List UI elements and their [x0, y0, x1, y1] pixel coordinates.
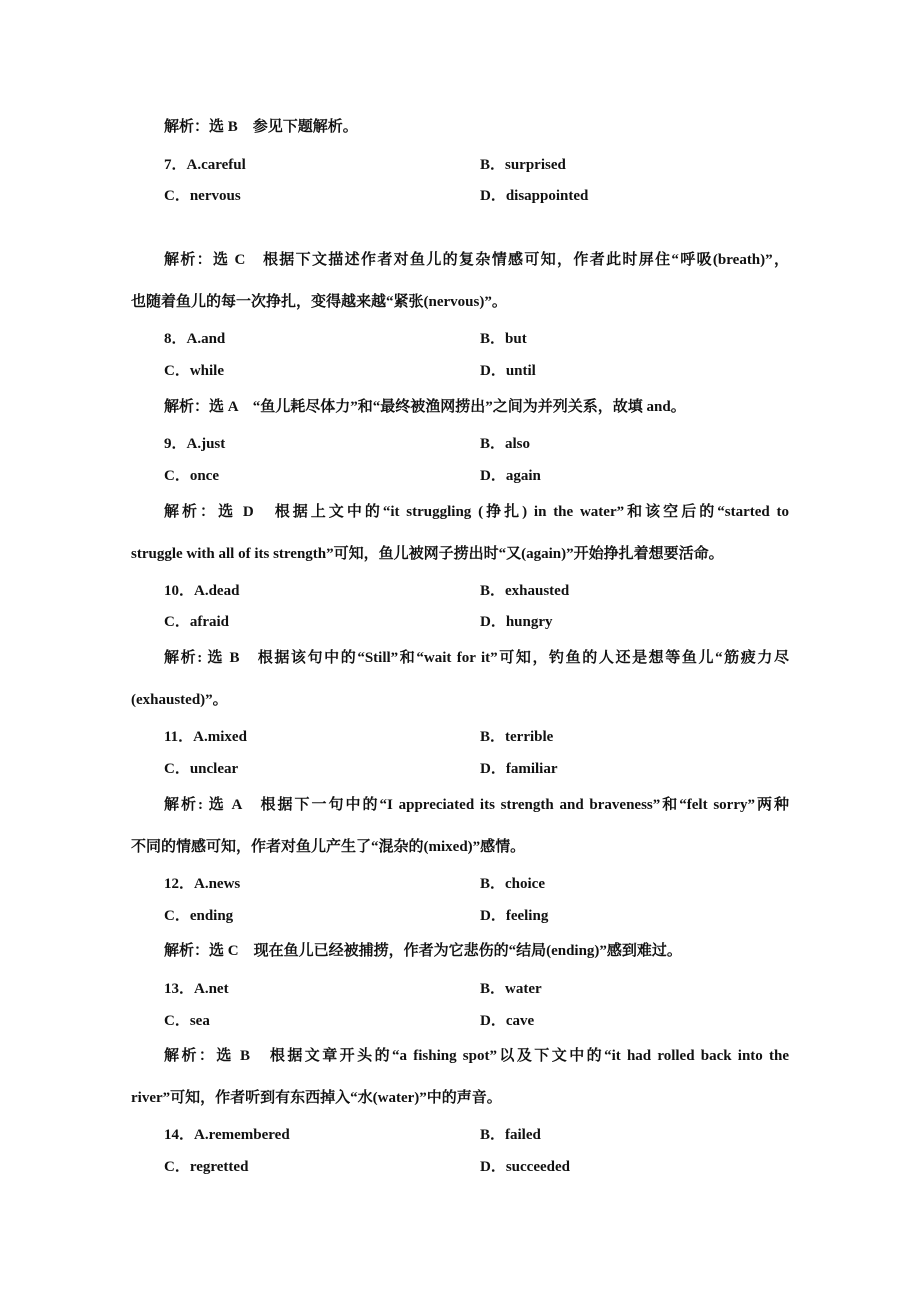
q14-option-c: C．regretted [164, 1159, 249, 1175]
explanation-11-line-1: 解析: 选 A 根据下一句中的“I appreciated its strength and braveness”和“felt sorry”两种 [164, 797, 789, 813]
explanation-11-line-2: 不同的情感可知，作者对鱼儿产生了“混杂的(mixed)”感情。 [131, 839, 526, 855]
explanation-12-line-1: 解析：选 C 现在鱼儿已经被捕捞，作者为它悲伤的“结局(ending)”感到难过。 [164, 943, 682, 959]
q9-option-a: 9．A.just [164, 436, 226, 452]
explanation-9-line-1: 解析：选 D 根据上文中的“it struggling (挣扎) in the water”和该空后的“started to [164, 504, 789, 520]
q9-option-d: D．again [480, 468, 541, 484]
explanation-13-line-1: 解析：选 B 根据文章开头的“a fishing spot”以及下文中的“it had rolled back into the [164, 1048, 789, 1064]
q9-option-c: C．once [164, 468, 219, 484]
q13-option-a: 13．A.net [164, 981, 229, 997]
explanation-8-line-1: 解析：选 A “鱼儿耗尽体力”和“最终被渔网捞出”之间为并列关系，故填 and。 [164, 399, 686, 415]
q14-option-a: 14．A.remembered [164, 1127, 290, 1143]
q11-option-c: C．unclear [164, 761, 239, 777]
q8-option-d: D．until [480, 363, 536, 379]
q14-option-d: D．succeeded [480, 1159, 570, 1175]
q13-option-d: D．cave [480, 1013, 535, 1029]
explanation-7-line-2: 也随着鱼儿的每一次挣扎，变得越来越“紧张(nervous)”。 [131, 294, 507, 310]
q10-option-d: D．hungry [480, 614, 553, 630]
q9-option-b: B．also [480, 436, 531, 452]
q7-option-b: B．surprised [480, 157, 566, 173]
q12-option-a: 12．A.news [164, 876, 241, 892]
explanation-13-line-2: river”可知，作者听到有东西掉入“水(water)”中的声音。 [131, 1090, 502, 1106]
q11-option-b: B．terrible [480, 729, 554, 745]
q8-option-c: C．while [164, 363, 225, 379]
explanation-7-line-1: 解析：选 C 根据下文描述作者对鱼儿的复杂情感可知，作者此时屏住“呼吸(breath)”， [164, 252, 789, 268]
q11-option-d: D．familiar [480, 761, 558, 777]
explanation-10-line-1: 解析: 选 B 根据该句中的“Still”和“wait for it”可知，钓鱼的人还是想等鱼儿“筋疲力尽 [164, 650, 789, 666]
explanation-6-line-1: 解析：选 B 参见下题解析。 [164, 119, 358, 135]
q7-option-c: C．nervous [164, 188, 241, 204]
q13-option-b: B．water [480, 981, 542, 997]
q13-option-c: C．sea [164, 1013, 210, 1029]
q10-option-b: B．exhausted [480, 583, 570, 599]
explanation-9-line-2: struggle with all of its strength”可知，鱼儿被网子捞出时“又(again)”开始挣扎着想要活命。 [131, 546, 724, 562]
explanation-10-line-2: (exhausted)”。 [131, 692, 228, 708]
q8-option-b: B．but [480, 331, 527, 347]
q10-option-c: C．afraid [164, 614, 229, 630]
q7-option-d: D．disappointed [480, 188, 589, 204]
q12-option-b: B．choice [480, 876, 545, 892]
q12-option-d: D．feeling [480, 908, 549, 924]
q11-option-a: 11．A.mixed [164, 729, 247, 745]
q10-option-a: 10．A.dead [164, 583, 240, 599]
q8-option-a: 8．A.and [164, 331, 226, 347]
q7-option-a: 7．A.careful [164, 157, 246, 173]
q14-option-b: B．failed [480, 1127, 541, 1143]
q12-option-c: C．ending [164, 908, 234, 924]
